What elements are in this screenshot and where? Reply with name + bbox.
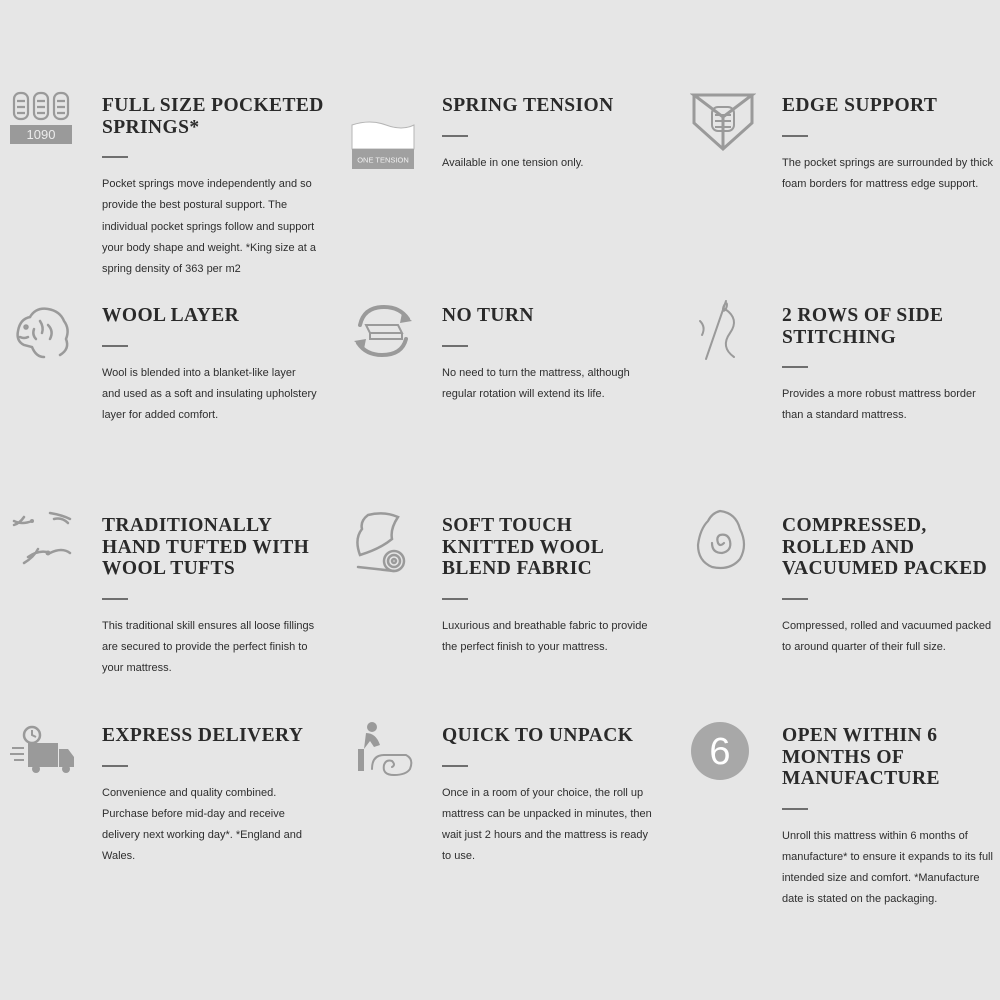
sheep-icon bbox=[10, 299, 76, 365]
feature-title: COMPRESSED, ROLLED AND VACUUMED PACKED bbox=[782, 515, 988, 579]
feature-title: SOFT TOUCH KNITTED WOOL BLEND FABRIC bbox=[442, 515, 605, 579]
feature-description: Provides a more robust mattress border than a standard mattress. bbox=[782, 388, 976, 422]
divider bbox=[102, 598, 128, 600]
feature-description: Luxurious and breathable fabric to provide the perfect finish to your mattress. bbox=[442, 619, 648, 653]
fabric-roll-icon bbox=[350, 509, 416, 575]
tension-icon bbox=[350, 115, 416, 181]
feature-title: QUICK TO UNPACK bbox=[442, 725, 634, 746]
divider bbox=[442, 345, 468, 347]
edge-support-icon bbox=[690, 89, 756, 155]
feature-description: Once in a room of your choice, the roll up mattress can be unpacked in minutes, then wait just 2 hours and the mattress is ready to use. bbox=[442, 786, 652, 863]
feature-description: Compressed, rolled and vacuumed packed to around quarter of their full size. bbox=[782, 619, 992, 653]
feature-title: EXPRESS DELIVERY bbox=[102, 725, 304, 746]
divider bbox=[782, 135, 808, 137]
feature-title: WOOL LAYER bbox=[102, 305, 240, 326]
feature-title: NO TURN bbox=[442, 305, 534, 326]
feature-edge-support bbox=[782, 95, 1000, 195]
feature-description: Convenience and quality combined. Purchase before mid-day and receive delivery next working day*. *England and Wales. bbox=[102, 786, 302, 863]
feature-title: TRADITIONALLY HAND TUFTED WITH WOOL TUFTS bbox=[102, 515, 310, 579]
feature-description: Pocket springs move independently and so provide the best postural support. The individual pocket springs follow and support your body shape and weight. *King size at a spring density of 363 per m2 bbox=[102, 178, 317, 276]
feature-description: This traditional skill ensures all loose fillings are secured to provide the perfect finish to your mattress. bbox=[102, 619, 315, 675]
feature-compressed-rolled bbox=[782, 515, 1000, 658]
six-months-icon bbox=[690, 719, 756, 785]
tension-label: ONE TENSION bbox=[357, 155, 409, 165]
divider bbox=[782, 366, 808, 368]
feature-description: No need to turn the mattress, although regular rotation will extend its life. bbox=[442, 366, 630, 400]
feature-side-stitching bbox=[782, 305, 1000, 427]
divider bbox=[442, 135, 468, 137]
needle-icon bbox=[690, 299, 756, 365]
feature-description: Unroll this mattress within 6 months of manufacture* to ensure it expands to its full intended size and comfort. *Manufacture date is stated on the packaging. bbox=[782, 829, 993, 906]
rolled-pack-icon bbox=[690, 509, 756, 575]
feature-title: FULL SIZE POCKETED SPRINGS* bbox=[102, 95, 324, 138]
divider bbox=[102, 765, 128, 767]
pocket-springs-icon bbox=[10, 89, 76, 155]
divider bbox=[782, 808, 808, 810]
feature-title: EDGE SUPPORT bbox=[782, 95, 938, 116]
feature-description: Wool is blended into a blanket-like layer and used as a soft and insulating upholstery layer for added comfort. bbox=[102, 366, 317, 422]
unpack-person-icon bbox=[350, 719, 416, 785]
divider bbox=[442, 765, 468, 767]
divider bbox=[782, 598, 808, 600]
feature-description: Available in one tension only. bbox=[442, 156, 584, 169]
tufts-icon bbox=[10, 509, 76, 575]
divider bbox=[442, 598, 468, 600]
divider bbox=[102, 156, 128, 158]
feature-title: OPEN WITHIN 6 MONTHS OF MANUFACTURE bbox=[782, 725, 940, 789]
feature-description: The pocket springs are surrounded by thick foam borders for mattress edge support. bbox=[782, 156, 993, 190]
divider bbox=[102, 345, 128, 347]
springs-count-label: 1090 bbox=[26, 127, 56, 142]
delivery-truck-icon bbox=[10, 719, 76, 785]
six-months-number: 6 bbox=[709, 731, 731, 773]
no-turn-icon bbox=[350, 299, 416, 365]
feature-title: 2 ROWS OF SIDE STITCHING bbox=[782, 305, 944, 348]
feature-open-within-6-months bbox=[709, 725, 1000, 911]
feature-title: SPRING TENSION bbox=[442, 95, 614, 116]
